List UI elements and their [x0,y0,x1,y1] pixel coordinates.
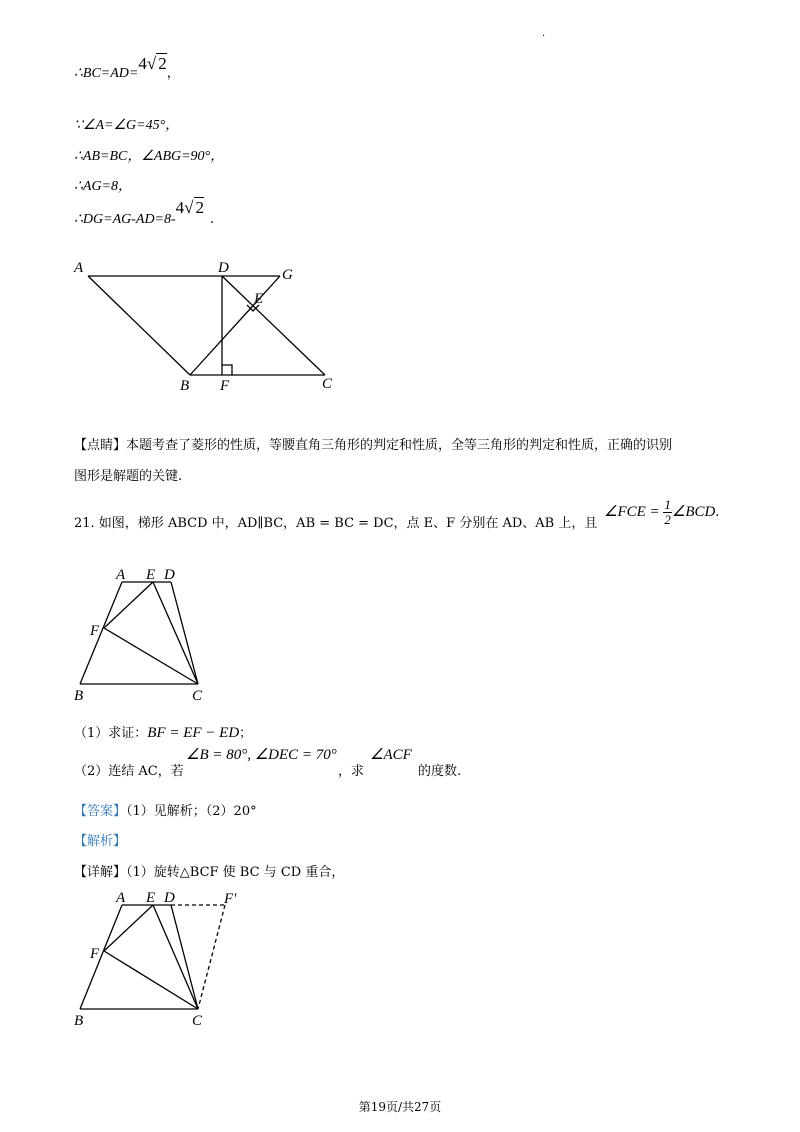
segment-fe [104,582,153,628]
label-c: C [322,376,333,392]
part2-mid: ，求 [338,764,365,779]
analysis-tag: 【解析】 [74,834,127,849]
angle-fce: ∠FCE = [604,503,660,520]
comment-text1: 本题考查了菱形的性质，等腰直角三角形的判定和性质，全等三角形的判定和性质，正确的识别 [126,438,673,453]
segment-dc [222,276,325,375]
segment-fe [104,905,153,951]
label-a: A [74,260,84,276]
step1-suffix: ， [166,66,180,81]
comment-tag: 【点睛】 [74,438,127,453]
label-f: F [90,623,100,639]
problem-21-condition [604,498,719,527]
part-1 [74,722,252,742]
label-f: F [90,946,100,962]
sqrt-icon: √ [184,198,194,217]
segment-fc [104,628,198,684]
sqrt-icon: √ [146,54,157,73]
label-a: A [116,890,126,906]
label-c: C [192,1013,203,1029]
detail-line [74,861,344,880]
answer-line [74,800,257,819]
angle-bcd: ∠BCD [671,503,716,520]
label-e: E [146,890,156,906]
label-d: D [164,890,175,906]
label-e: E [146,567,156,583]
segment-fc [104,951,198,1009]
rotation-figure [60,885,280,1030]
label-d: D [218,260,229,276]
step-angle-a-g: ∵∠A=∠G=45°， [74,118,180,133]
part1-label: （1）求证： [74,726,148,741]
part2-formula: ∠B = 80°, ∠DEC = 70° [186,747,337,763]
label-b: B [74,1013,84,1029]
segment-ab [80,905,122,1009]
part2-label: （2）连结 AC，若 [74,764,184,779]
step1-coef: 4 [138,54,147,73]
step-dg [74,198,215,228]
frac-den: 2 [664,512,671,527]
part2-target: ∠ACF [370,747,412,763]
label-e: E [254,291,264,307]
segment-bg [190,276,280,375]
label-b: B [180,378,190,394]
part-2 [74,760,184,779]
fraction-half [663,498,672,527]
right-angle-f-mark [222,365,232,375]
rhombus-figure [60,255,360,395]
label-f-prime: F' [224,891,237,907]
page-footer: 第19页/共27页 [358,1100,442,1114]
step1-radicand: 2 [158,54,167,73]
segment-ab [80,582,122,684]
segment-ab [88,276,190,375]
part1-formula: BF = EF − ED [147,725,240,741]
step5-suffix: . [210,212,215,227]
detail-text: （1）旋转△BCF 使 BC 与 CD 重合， [126,865,345,880]
trapezoid-figure [60,562,240,707]
comment-line1 [74,434,672,453]
corner-mark: . [542,28,546,39]
step-ab-bc: ∴AB=BC，∠ABG=90°， [74,149,225,164]
step5-coef: 4 [175,198,185,217]
label-f: F [220,378,230,394]
segment-f-prime-c [198,905,225,1009]
answer-text: （1）见解析；（2）20° [126,804,257,819]
label-b: B [74,688,84,704]
frac-num: 1 [664,497,671,512]
step-ag: ∴AG=8， [74,179,133,194]
label-a: A [116,567,126,583]
comment-line2: 图形是解题的关键. [74,469,183,484]
part2-end: 的度数. [418,764,462,779]
label-c: C [192,688,203,704]
detail-tag: 【详解】 [74,865,127,880]
condition-end: . [715,503,720,520]
part1-end: ； [239,726,253,741]
step5-radicand: 2 [195,198,205,217]
step-bc-ad [74,54,180,82]
answer-tag: 【答案】 [74,804,127,819]
label-d: D [164,567,175,583]
step1-prefix: ∴BC=AD= [74,66,139,81]
step5-prefix: ∴DG=AG-AD=8- [74,212,176,227]
label-g: G [282,267,293,283]
problem-21-text: 21. 如图，梯形 ABCD 中，AD∥BC，AB = BC = DC，点 E、F 分别在 AD、AB 上，且 [74,516,598,531]
